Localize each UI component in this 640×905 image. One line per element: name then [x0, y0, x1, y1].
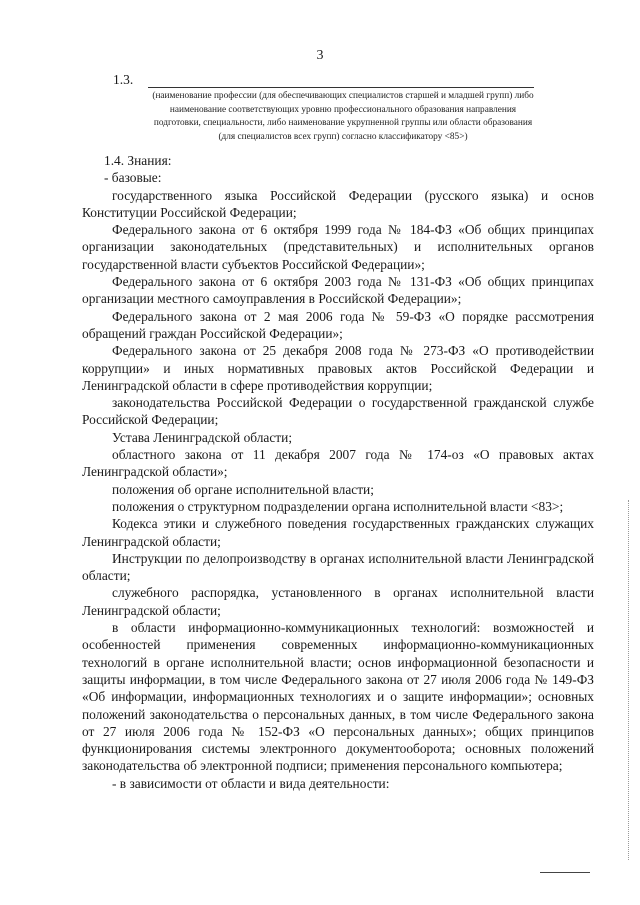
knowledge-item: государственного языка Российской Федерации (русского языка) и основ Конституции Российской Федерации; — [82, 187, 594, 220]
knowledge-item: Кодекса этики и служебного поведения государственных гражданских служащих Ленинградской области; — [82, 516, 594, 549]
knowledge-section — [82, 152, 594, 792]
knowledge-item: Инструкции по делопроизводству в органах исполнительной власти Ленинградской области; — [82, 550, 594, 584]
section-1-3-note: (наименование профессии (для обеспечивающих специалистов старшей и младшей групп) либо наименование соответствующих уровню профессионального образования направления подготовки, специальности, либо наименование укрупненной группы или области образования (для специалистов всех групп) согласно классификатору <85>) — [152, 91, 534, 142]
knowledge-item: Федерального закона от 2 мая 2006 года № 59-ФЗ «О порядке рассмотрения обращений граждан Российской Федерации»; — [82, 308, 594, 341]
knowledge-item: служебного распорядка, установленного в органах исполнительной власти Ленинградской области; — [82, 585, 594, 618]
section-heading: 1.4. Знания: — [104, 153, 172, 168]
knowledge-item: законодательства Российской Федерации о государственной гражданской службе Российской Федерации; — [82, 395, 594, 428]
footnote-rule — [540, 872, 590, 873]
fill-in-line — [148, 87, 534, 88]
knowledge-item: Федерального закона от 6 октября 1999 года № 184-ФЗ «Об общих принципах организации законодательных (представительных) и исполнительных органов государственной власти субъектов Российской Федерации»; — [82, 222, 594, 272]
page-number: 3 — [316, 48, 324, 63]
area-label: - в зависимости от области и вида деятельности: — [112, 775, 390, 791]
knowledge-item: Федерального закона от 6 октября 2003 года № 131-ФЗ «Об общих принципах организации местного самоуправления в Российской Федерации»; — [82, 274, 594, 307]
knowledge-item: положения о структурном подразделении органа исполнительной власти <83>; — [112, 498, 564, 514]
section-1-3-label: 1.3. — [113, 72, 134, 87]
knowledge-item: Федерального закона от 25 декабря 2008 года № 273-ФЗ «О противодействии коррупции» и иных нормативных правовых актов Российской Федерации и Ленинградской области в сфере противодействия коррупции; — [82, 343, 594, 393]
scan-margin-marks — [628, 500, 632, 860]
basic-label: - базовые: — [104, 170, 162, 186]
knowledge-item: областного закона от 11 декабря 2007 года № 174-оз «О правовых актах Ленинградской области»; — [82, 447, 594, 480]
knowledge-item: Устава Ленинградской области; — [112, 429, 293, 445]
knowledge-item: положения об органе исполнительной власти; — [112, 481, 374, 497]
knowledge-item: в области информационно-коммуникационных технологий: возможностей и особенностей применения современных информационно-коммуникационных технологий в органе исполнительной власти; основ информационной безопасности и защиты информации, в том числе Федерального закона от 27 июля 2006 года № 149-ФЗ «Об информации, информационных технологиях и о защите информации»; основных положений законодательства о персональных данных, в том числе Федерального закона от 27 июля 2006 года № 152-ФЗ «О персональных данных»; общих принципов функционирования системы электронного документооборота; основных положений законодательства об электронной подписи; применения персонального компьютера; — [82, 620, 594, 774]
